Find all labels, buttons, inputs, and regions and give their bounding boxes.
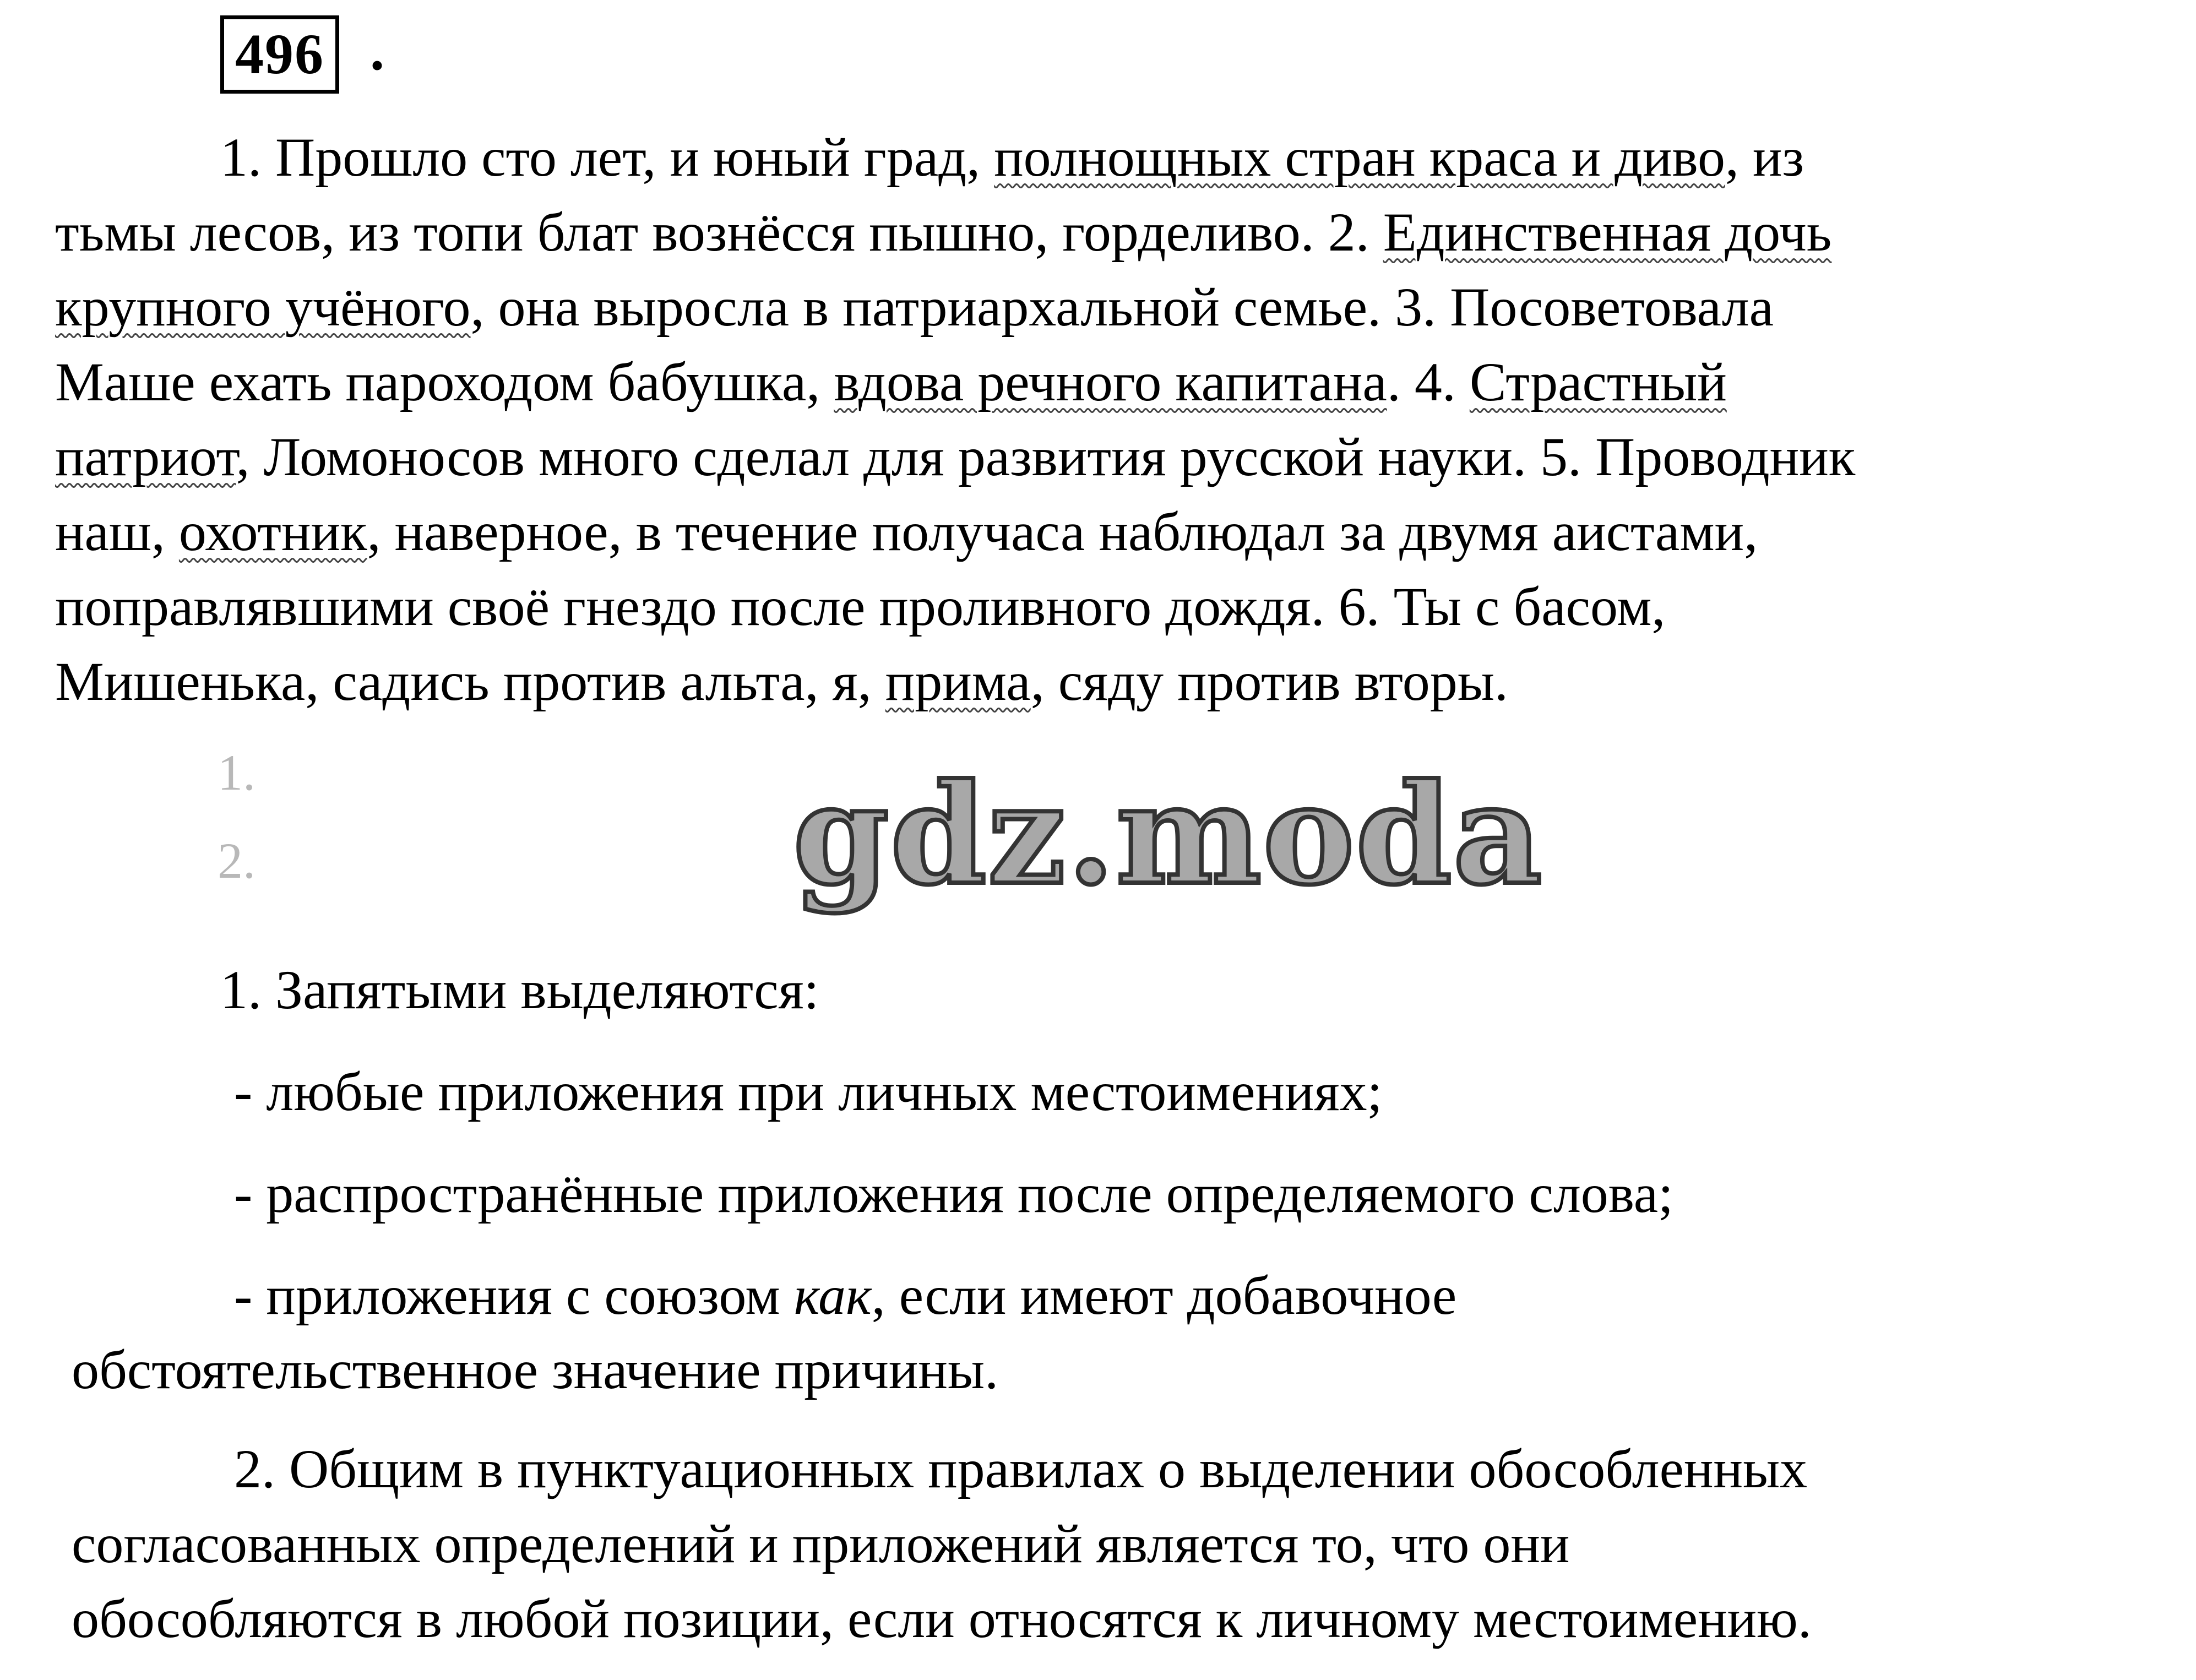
answer-rule-continuation: обстоятельственное значение причины. [72,1339,999,1400]
answer-rule: - приложения с союзом как, если имеют добавочное [234,1265,1457,1326]
task-line: патриот, Ломоносов много сделал для развития русской науки. 5. Проводник [55,426,1856,487]
underlined-appositive: Страстный [1469,351,1727,412]
answer-paragraph: 2. Общим в пунктуационных правилах о выделении обособленных [234,1438,1808,1499]
answer-rule: - любые приложения при личных местоимениях; [234,1061,1383,1122]
task-line: тьмы лесов, из топи блат вознёсся пышно, горделиво. 2. Единственная дочь [55,202,1832,263]
task-line: поправлявшими своё гнездо после проливного дождя. 6. Ты с басом, [55,576,1666,637]
watermark-logo: gdz.moda [793,753,1543,915]
task-text [55,120,2192,719]
underlined-appositive: прима [885,651,1031,712]
answer-heading: 1. Запятыми выделяются: [220,959,819,1020]
answer-paragraph: обособляются в любой позиции, если относятся к личному местоимению. [72,1588,1812,1649]
task-line: Мишенька, садись против альта, я, прима, сяду против вторы. [55,651,1508,712]
task-line: крупного учёного, она выросла в патриархальной семье. 3. Посоветовала [55,276,1774,338]
underlined-appositive: охотник [178,501,367,562]
task-line: наш, охотник, наверное, в течение получаса наблюдал за двумя аистами, [55,501,1758,562]
task-line: 1. Прошло сто лет, и юный град, полнощных стран краса и диво, из [220,127,1804,188]
faded-item-number: 2. [218,833,256,889]
exercise-number: 496 [220,15,339,94]
answer-paragraph: согласованных определений и приложений является то, что они [72,1513,1570,1574]
underlined-appositive: Единственная дочь [1383,202,1832,263]
italic-term: как [793,1265,872,1326]
faded-item-number: 1. [218,744,256,801]
underlined-appositive: патриот [55,426,236,487]
underlined-appositive: полнощных стран краса и диво [994,127,1726,188]
underlined-appositive: крупного учёного [55,276,471,338]
task-line: Маше ехать пароходом бабушка, вдова речного капитана. 4. Страстный [55,351,1727,412]
exercise-number-dot: . [370,19,384,82]
answer-rule: - распространённые приложения после определяемого слова; [234,1163,1673,1224]
underlined-appositive: вдова речного капитана [834,351,1387,412]
